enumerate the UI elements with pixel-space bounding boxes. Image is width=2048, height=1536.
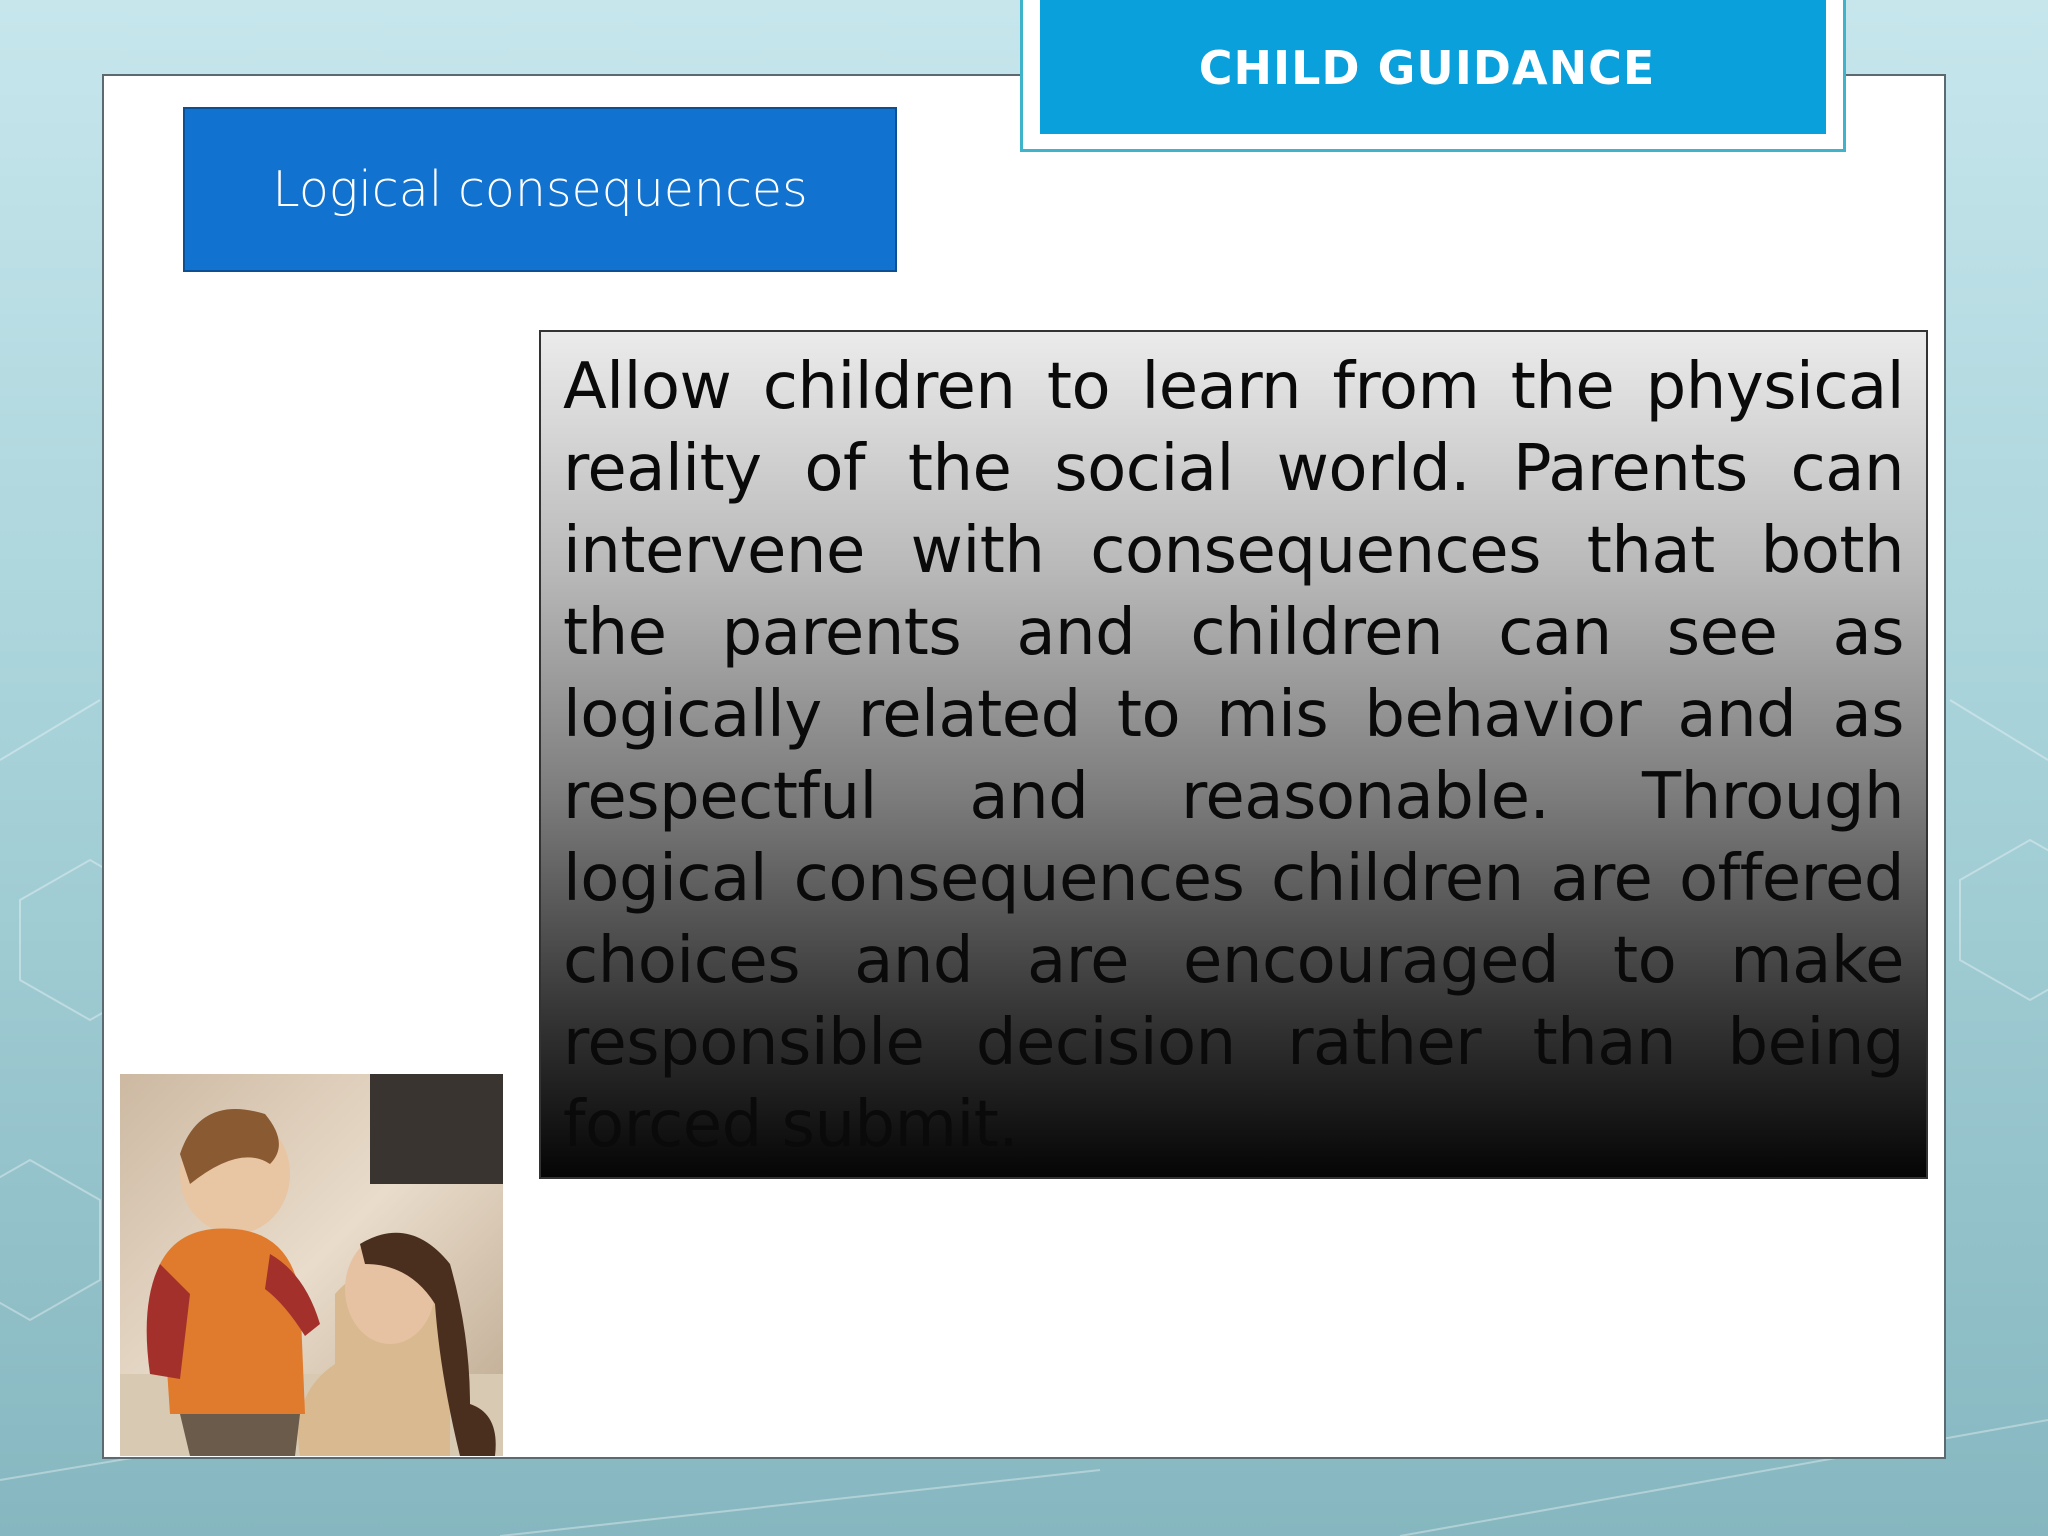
mother-child-photo <box>120 1074 503 1456</box>
subtitle-box <box>183 107 897 272</box>
title-banner <box>1040 0 1826 134</box>
body-text-box <box>539 330 1928 1179</box>
slide-subtitle: Logical consequences <box>272 161 808 218</box>
slide-title: CHILD GUIDANCE <box>1198 41 1656 95</box>
body-text: Allow children to learn from the physical reality of the social world. Parents can intervene with consequences that both the parents and children can see as logically related to mis behavior and as respectful and reasonable. Through logical consequences children are offered choices and are encouraged to make responsible decision rather than being forced submit. <box>563 350 1904 1162</box>
